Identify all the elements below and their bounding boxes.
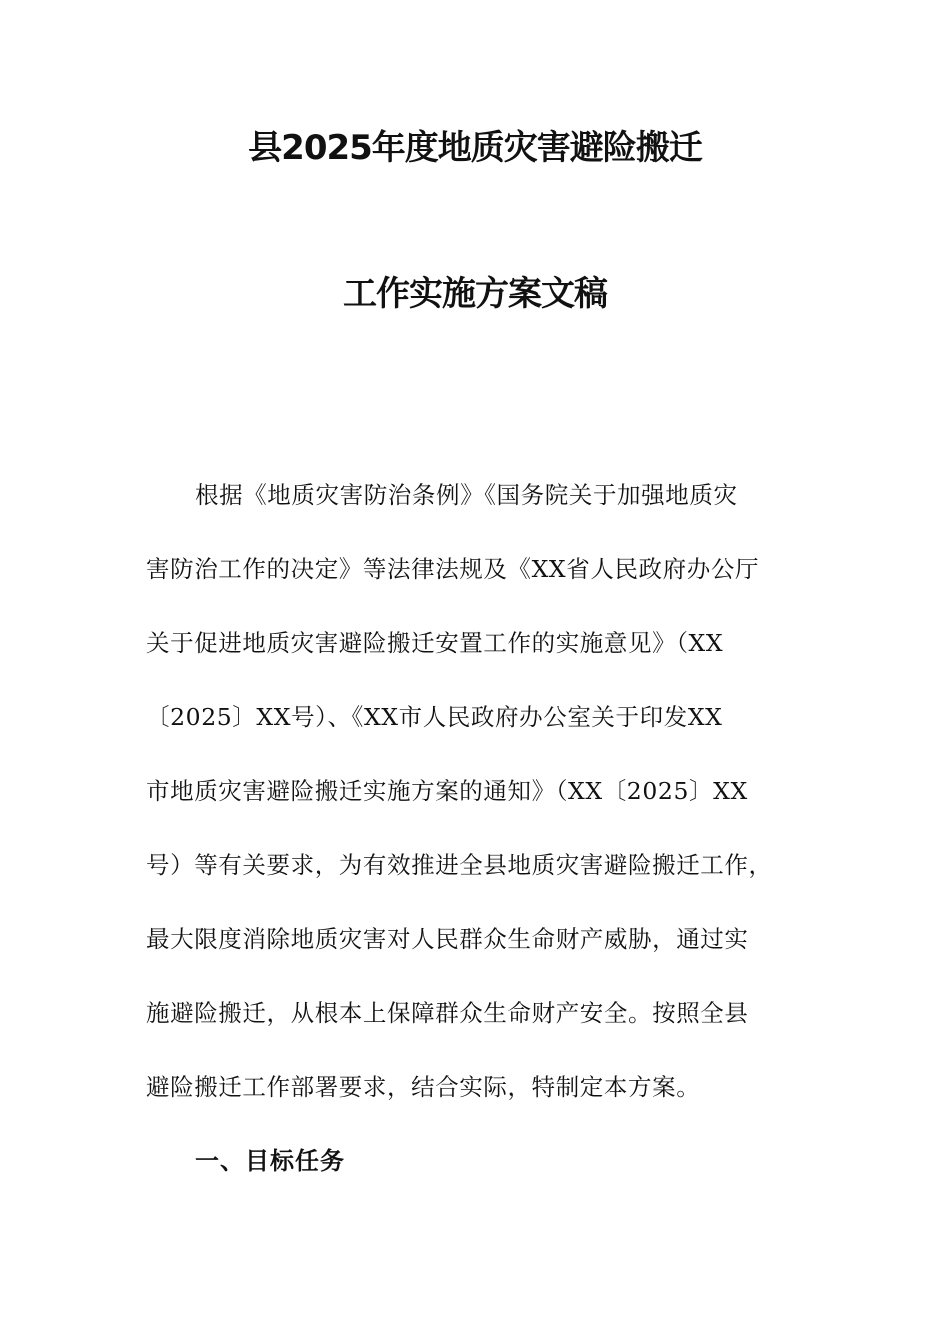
body-paragraph-line: 关于促进地质灾害避险搬迁安置工作的实施意见》（XX (146, 629, 724, 657)
body-paragraph-line: 最大限度消除地质灾害对人民群众生命财产威胁，通过实 (146, 925, 749, 953)
body-paragraph-line: 害防治工作的决定》等法律法规及《XX省人民政府办公厅 (146, 555, 760, 583)
body-paragraph-line: 〔2025〕XX号）、《XX市人民政府办公室关于印发XX (146, 703, 723, 731)
body-paragraph-line: 避险搬迁工作部署要求，结合实际，特制定本方案。 (146, 1073, 701, 1101)
section-heading: 一、目标任务 (195, 1147, 345, 1175)
body-paragraph-line: 根据《地质灾害防治条例》《国务院关于加强地质灾 (195, 481, 738, 509)
document-title-line-1: 县2025年度地质灾害避险搬迁 (248, 128, 702, 168)
body-paragraph-line: 市地质灾害避险搬迁实施方案的通知》（XX〔2025〕XX (146, 777, 748, 805)
body-paragraph-line: 施避险搬迁，从根本上保障群众生命财产安全。按照全县 (146, 999, 749, 1027)
document-title-line-2: 工作实施方案文稿 (343, 274, 607, 314)
body-paragraph-line: 号）等有关要求，为有效推进全县地质灾害避险搬迁工作， (146, 851, 773, 879)
